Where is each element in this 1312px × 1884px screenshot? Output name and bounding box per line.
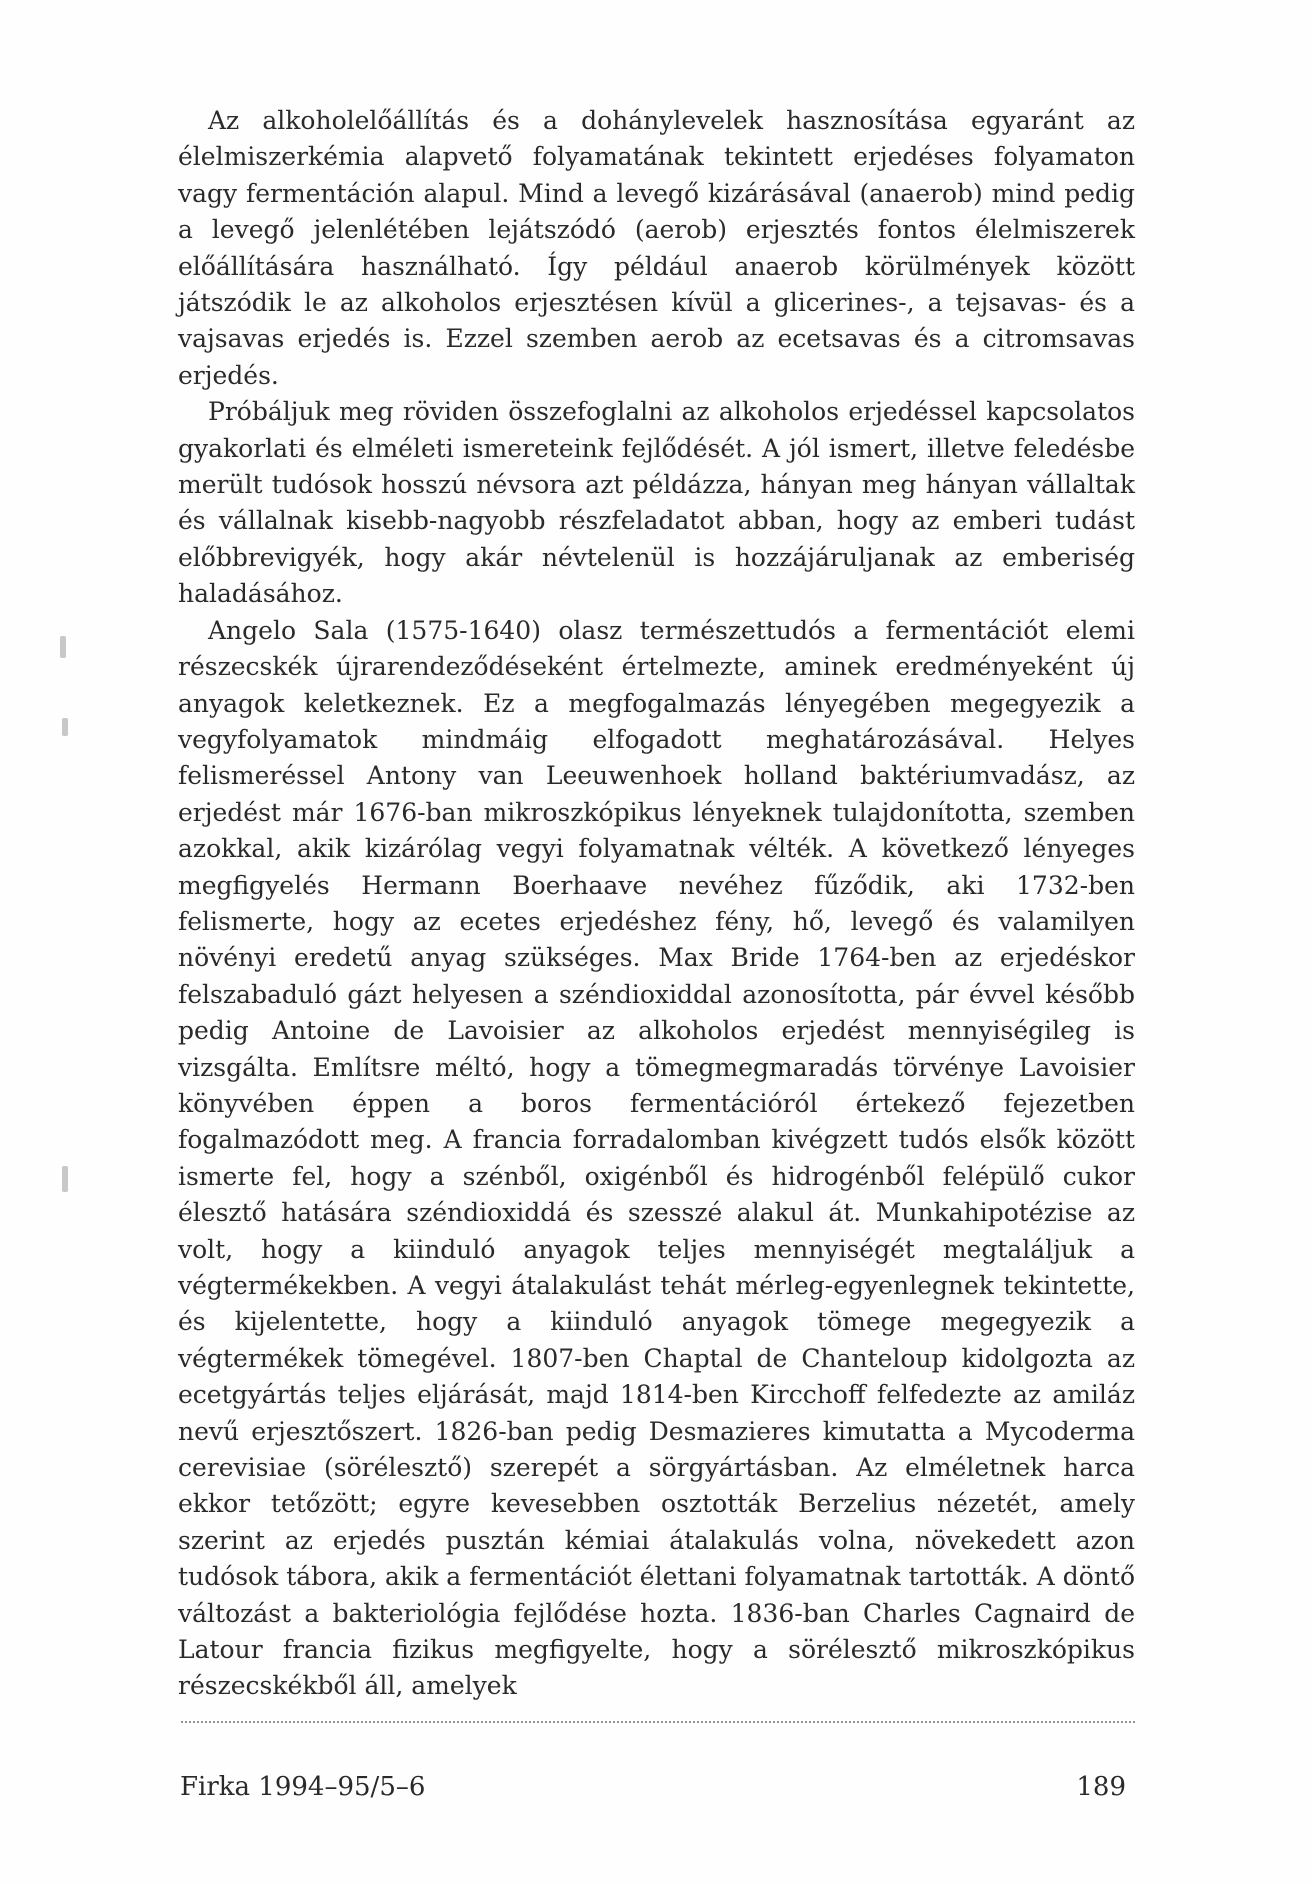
body-text xyxy=(178,103,1135,1705)
page-number: 189 xyxy=(1076,1772,1126,1802)
footer-rule xyxy=(180,1720,1135,1724)
scan-mark xyxy=(62,718,68,736)
paragraph-2: Próbáljuk meg röviden összefoglalni az alkoholos erjedéssel kapcsolatos gyakorlati és elméleti ismereteink fejlődését. A jól ismert, illetve feledésbe merült tudósok hosszú névsora azt példázza, hányan meg hányan vállaltak és vállalnak kisebb-nagyobb részfeladatot abban, hogy az emberi tudást előbbrevigyék, hogy akár névtelenül is hozzájáruljanak az emberiség haladásához. xyxy=(178,397,1135,609)
journal-name: Firka 1994–95/5–6 xyxy=(180,1772,426,1802)
scan-mark xyxy=(60,636,66,658)
paragraph-3: Angelo Sala (1575-1640) olasz természettudós a fermentációt elemi részecskék újrarendeződéseként értelmezte, aminek eredményeként új anyagok keletkeznek. Ez a megfogalmazás lényegében megegyezik a vegyfolyamatok mindmáig elfogadott meghatározásával. Helyes felismeréssel Antony van Leeuwenhoek holland baktériumvadász, az erjedést már 1676-ban mikroszkópikus lényeknek tulajdonította, szemben azokkal, akik kizárólag vegyi folyamatnak vélték. A következő lényeges megfigyelés Hermann Boerhaave nevéhez fűződik, aki 1732-ben felismerte, hogy az ecetes erjedéshez fény, hő, levegő és valamilyen növényi eredetű anyag szükséges. Max Bride 1764-ben az erjedéskor felszabaduló gázt helyesen a széndioxiddal azonosította, pár évvel később pedig Antoine de Lavoisier az alkoholos erjedést mennyiségileg is vizsgálta. Említsre méltó, hogy a tömegmegmaradás törvénye Lavoisier könyvében éppen a boros fermentációról értekező fejezetben fogalmazódott meg. A francia forradalomban kivégzett tudós elsők között ismerte fel, hogy a szénből, oxigénből és hidrogénből felépülő cukor élesztő hatására széndioxiddá és szesszé alakul át. Munkahipotézise az volt, hogy a kiinduló anyagok teljes mennyiségét megtaláljuk a végtermékekben. A vegyi átalakulást tehát mérleg-egyenlegnek tekintette, és kijelentette, hogy a kiinduló anyagok tömege megegyezik a végtermékek tömegével. 1807-ben Chaptal de Chanteloup kidolgozta az ecetgyártás teljes eljárását, majd 1814-ben Kircchoff felfedezte az amiláz nevű erjesztőszert. 1826-ban pedig Desmazieres kimutatta a Mycoderma cerevisiae (sörélesztő) szerepét a sörgyártásban. Az elméletnek harca ekkor tetőzött; egyre kevesebben osztották Berzelius nézetét, amely szerint az erjedés pusztán kémiai átalakulás volna, növekedett azon tudósok tábora, akik a fermentációt élettani folyamatnak tartották. A döntő változást a bakteriológia fejlődése hozta. 1836-ban Charles Cagnaird de Latour francia fizikus megfigyelte, hogy a sörélesztő mikroszkópikus részecskékből áll, amelyek xyxy=(178,615,1135,1701)
scan-mark xyxy=(62,1166,68,1192)
paragraph-1: Az alkoholelőállítás és a dohánylevelek hasznosítása egyaránt az élelmiszerkémia alapvető folyamatának tekintett erjedéses folyamaton vagy fermentáción alapul. Mind a levegő kizárásával (anaerob) mind pedig a levegő jelenlétében lejátszódó (aerob) erjesztés fontos élelmiszerek előállítására használható. Így például anaerob körülmények között játszódik le az alkoholos erjesztésen kívül a glicerines-, a tejsavas- és a vajsavas erjedés is. Ezzel szemben aerob az ecetsavas és a citromsavas erjedés. xyxy=(178,106,1135,390)
